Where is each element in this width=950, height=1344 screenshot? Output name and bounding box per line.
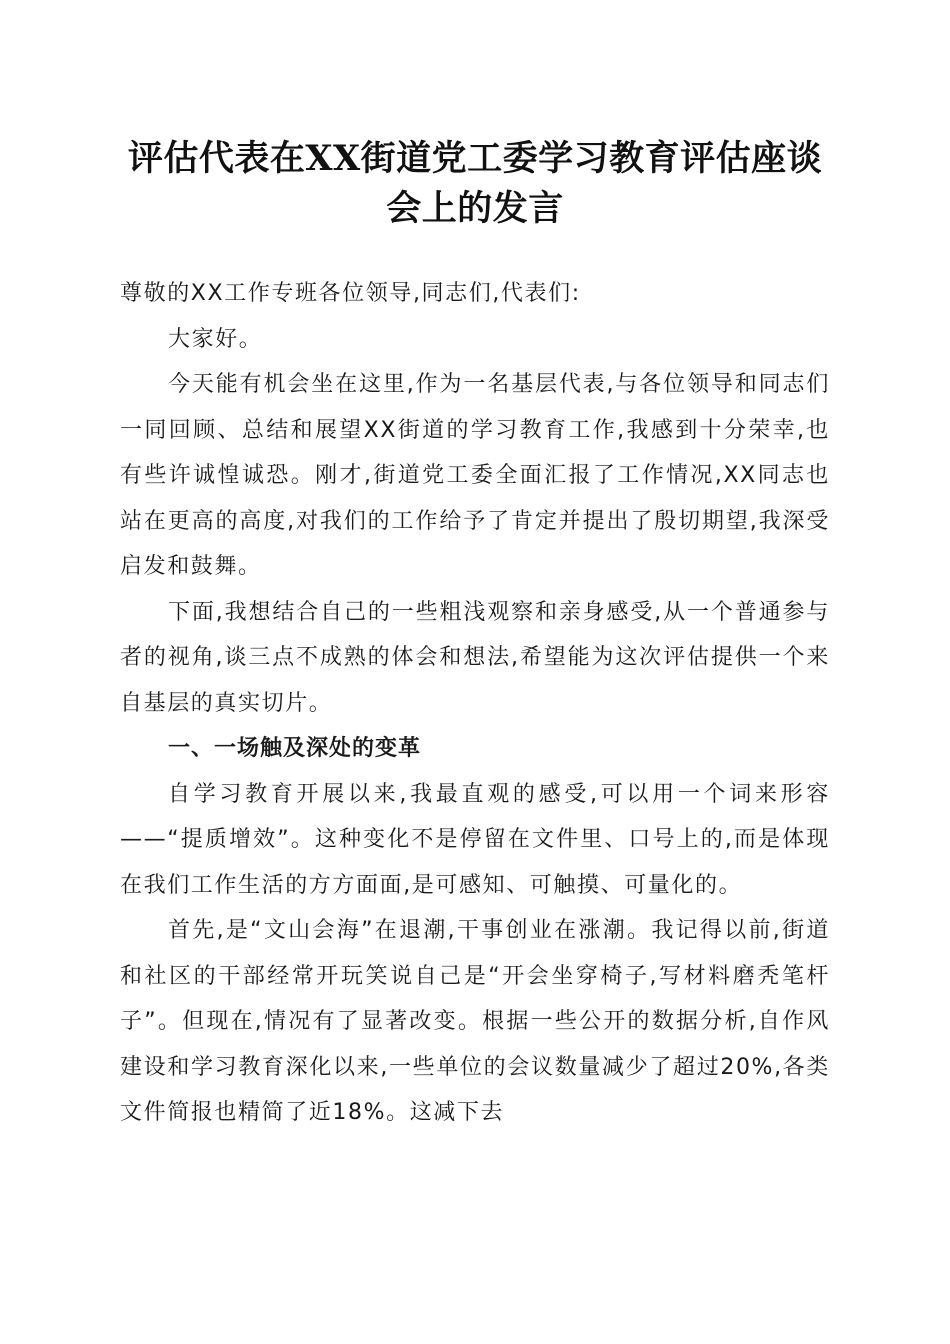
paragraph-section-1: 自学习教育开展以来,我最直观的感受,可以用一个词来形容——“提质增效”。这种变化不是停留在文件里、口号上的,而是体现在我们工作生活的方方面面,是可感知、可触摸、可量化的。 — [120, 781, 830, 898]
paragraph-section-2: 首先,是“文山会海”在退潮,干事创业在涨潮。我记得以前,街道和社区的干部经常开玩笑说自己是“开会坐穿椅子,写材料磨秃笔杆子”。但现在,情况有了显著改变。根据一些公开的数据分析,自作风建设和学习教育深化以来,一些单位的会议数量减少了超过20%,各类文件简报也精简了近18%。这减下去 — [120, 918, 830, 1125]
paragraph-opening: 今天能有机会坐在这里,作为一名基层代表,与各位领导和同志们一同回顾、总结和展望XX街道的学习教育工作,我感到十分荣幸,也有些许诚惶诚恐。刚才,街道党工委全面汇报了工作情况,XX同志也站在更高的高度,对我们的工作给予了肯定并提出了殷切期望,我深受启发和鼓舞。 — [120, 372, 830, 579]
document-title-line-2: 会上的发言 — [386, 188, 564, 229]
section-heading: 一、一场触及深处的变革 — [168, 736, 422, 761]
salutation: 尊敬的XX工作专班各位领导,同志们,代表们: — [120, 281, 581, 306]
greeting: 大家好。 — [168, 326, 263, 352]
document-title-line-1: 评估代表在XX街道党工委学习教育评估座谈 — [127, 138, 823, 179]
document-body — [120, 271, 830, 1136]
paragraph-intro: 下面,我想结合自己的一些粗浅观察和亲身感受,从一个普通参与者的视角,谈三点不成熟的体会和想法,希望能为这次评估提供一个来自基层的真实切片。 — [120, 599, 830, 716]
